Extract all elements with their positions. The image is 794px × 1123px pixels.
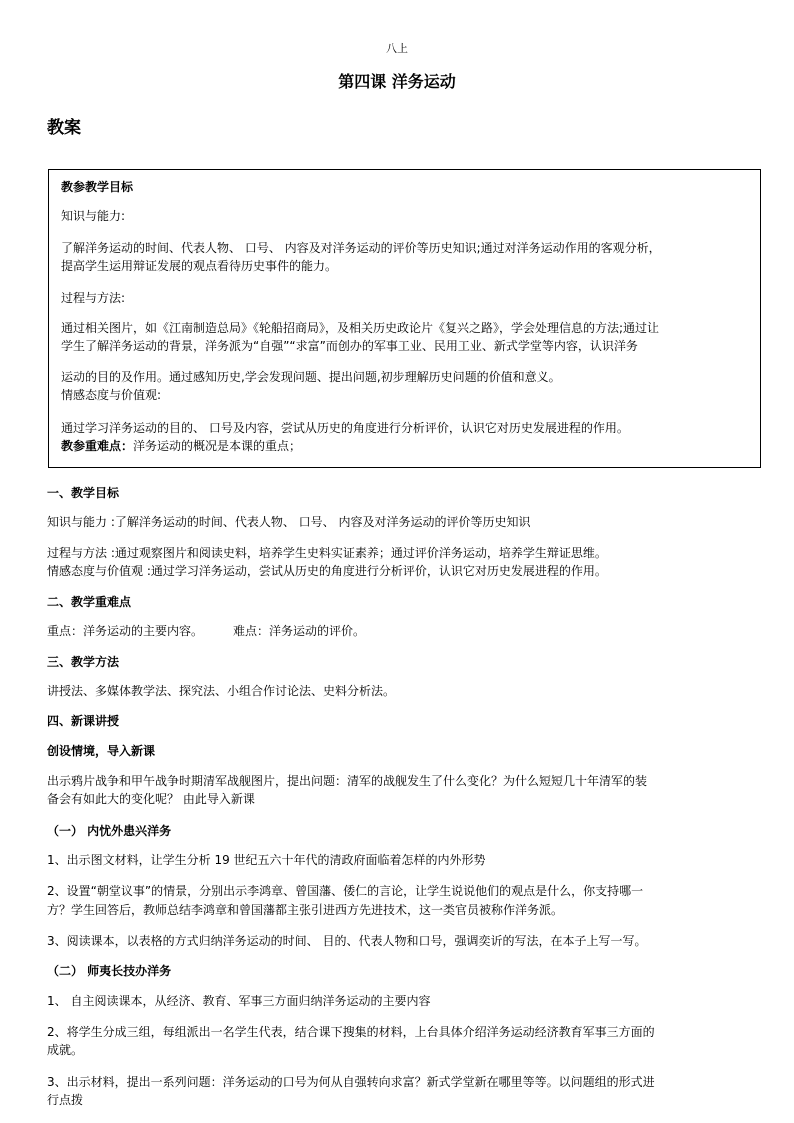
key-points-heading: 二、教学重难点 [47,595,132,609]
difficulty-line [61,439,756,454]
knowledge-label: 知识与能力: [61,209,126,223]
objectives-emotion: 情感态度与价值观 :通过学习洋务运动，尝试从历史的角度进行分析评价，认识它对历史发展进程的作用。 [47,564,607,578]
reference-objectives-box [48,169,761,468]
key-points-line [47,624,767,639]
process-label: 过程与方法: [61,291,126,305]
key-point: 重点：洋务运动的主要内容。 [47,624,204,638]
process-text-1: 通过相关图片，如《江南制造总局》《轮船招商局》，及相关历史政论片《复兴之路》，学会处理信息的方法;通过让 [61,321,660,335]
lesson-title: 第四课 洋务运动 [338,72,456,91]
part2-item-3a: 3、出示材料，提出一系列问题：洋务运动的口号为何从自强转向求富？新式学堂新在哪里等等。以问题组的形式进 [47,1075,655,1089]
part1-item-3: 3、阅读课本，以表格的方式归纳洋务运动的时间、 目的、代表人物和口号，强调奕䜣的写法，在本子上写一写。 [47,934,647,948]
intro-heading: 创设情境，导入新课 [47,744,156,758]
part2-item-3b: 行点拨 [47,1093,84,1107]
difficulty-label: 教参重难点： [61,439,134,453]
reference-heading: 教参教学目标 [61,180,134,194]
new-lesson-heading: 四、新课讲授 [47,714,120,728]
part2-item-2b: 成就。 [47,1043,84,1057]
difficulty-point: 难点：洋务运动的评价。 [233,624,366,638]
knowledge-text-2: 提高学生运用辩证发展的观点看待历史事件的能力。 [61,259,338,273]
part2-item-2a: 2、将学生分成三组，每组派出一名学生代表，结合课下搜集的材料，上台具体介绍洋务运动经济教育军事三方面的 [47,1025,655,1039]
part2-heading: （二） 师夷长技办洋务 [47,964,172,978]
process-text-3: 运动的目的及作用。通过感知历史,学会发现问题、提出问题,初步理解历史问题的价值和意义。 [61,370,561,384]
process-text-2: 学生了解洋务运动的背景，洋务派为“自强”“求富”而创办的军事工业、民用工业、新式学堂等内容，认识洋务 [61,339,638,353]
part2-item-1: 1、 自主阅读课本，从经济、教育、军事三方面归纳洋务运动的主要内容 [47,994,431,1008]
objectives-knowledge: 知识与能力 :了解洋务运动的时间、代表人物、 口号、 内容及对洋务运动的评价等历史知识 [47,515,531,529]
emotion-label: 情感态度与价值观: [61,388,162,402]
methods-text: 讲授法、多媒体教学法、探究法、小组合作讨论法、史料分析法。 [47,684,396,698]
objectives-process: 过程与方法 :通过观察图片和阅读史料，培养学生史料实证素养；通过评价洋务运动，培养学生辩证思维。 [47,546,607,560]
part1-item-1: 1、出示图文材料，让学生分析 19 世纪五六十年代的清政府面临着怎样的内外形势 [47,853,486,867]
objectives-heading: 一、教学目标 [47,486,120,500]
part1-heading: （一） 内忧外患兴洋务 [47,824,172,838]
part1-item-2a: 2、设置“朝堂议事”的情景，分别出示李鸿章、曾国藩、倭仁的言论，让学生说说他们的观点是什么，你支持哪一 [47,884,644,898]
difficulty-text: 洋务运动的概况是本课的重点； [133,439,302,453]
intro-text-2: 备会有如此大的变化呢？ 由此导入新课 [47,792,255,806]
section-title: 教案 [47,118,81,138]
methods-heading: 三、教学方法 [47,655,120,669]
grade-label: 八上 [386,42,408,55]
emotion-text: 通过学习洋务运动的目的、 口号及内容，尝试从历史的角度进行分析评价，认识它对历史发展进程的作用。 [61,421,629,435]
intro-text-1: 出示鸦片战争和甲午战争时期清军战舰图片，提出问题：清军的战舰发生了什么变化？为什么短短几十年清军的装 [47,774,648,788]
part1-item-2b: 方？学生回答后，教师总结李鸿章和曾国藩都主张引进西方先进技术，这一类官员被称作洋务派。 [47,903,564,917]
knowledge-text-1: 了解洋务运动的时间、代表人物、 口号、 内容及对洋务运动的评价等历史知识;通过对洋务运动作用的客观分析， [61,241,661,255]
